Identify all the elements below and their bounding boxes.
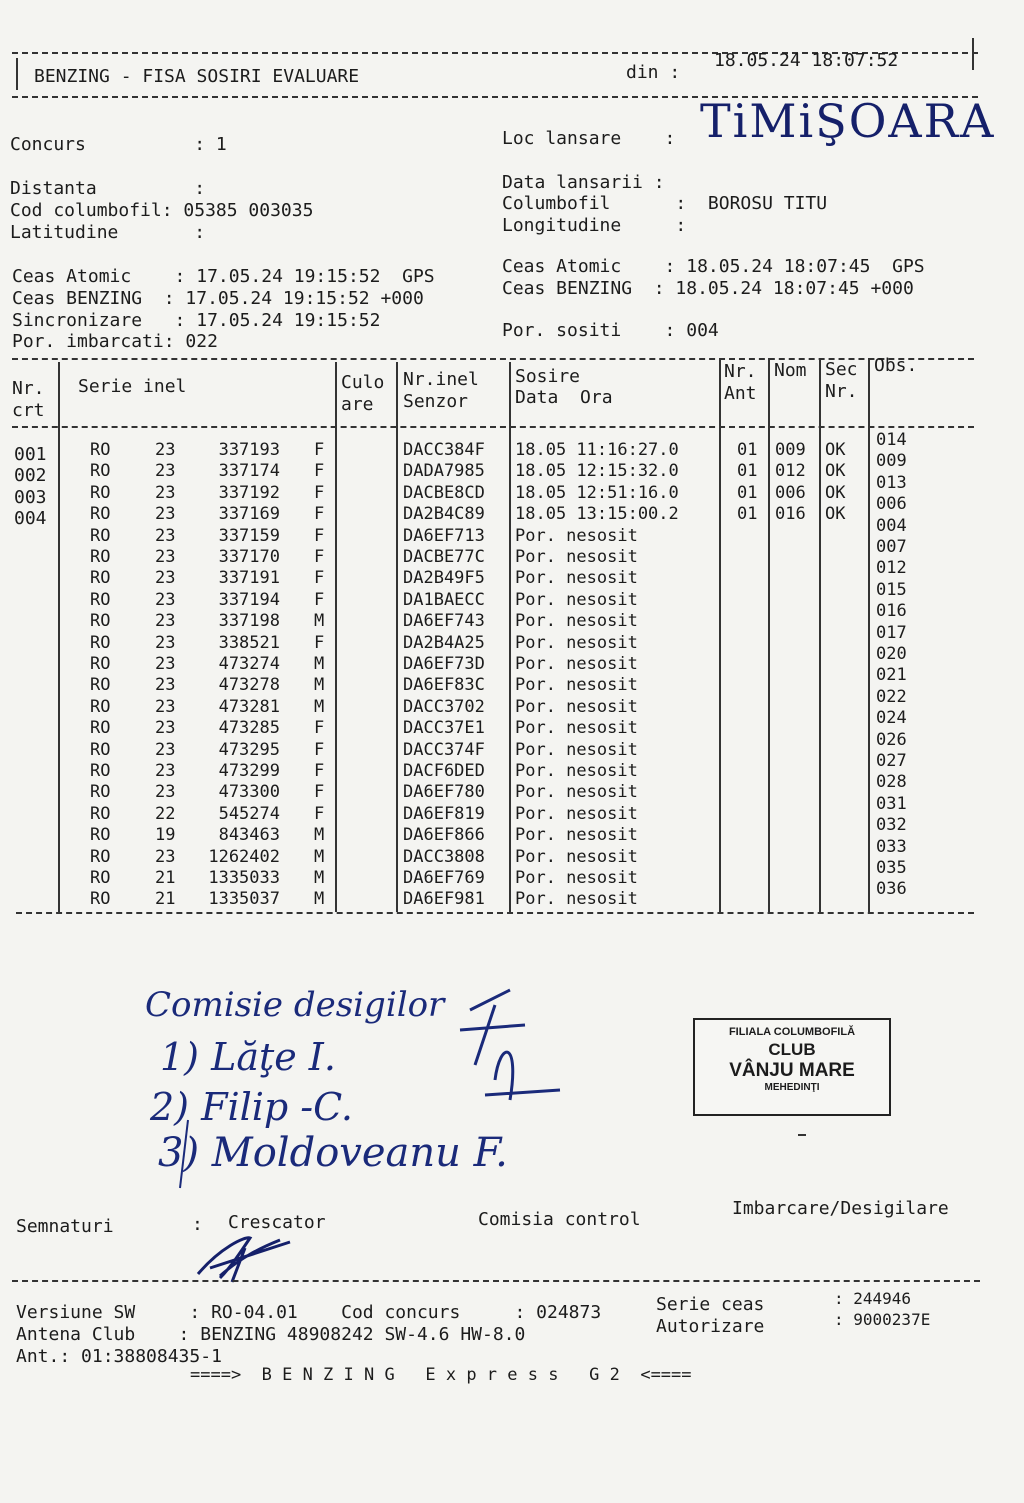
header-sec-1: Sec	[825, 359, 858, 380]
crt-number: 003	[14, 487, 47, 508]
header-obs: Obs.	[874, 355, 918, 376]
arrival-time: Por. nesosit	[515, 718, 638, 739]
arrival-time: Por. nesosit	[515, 547, 638, 567]
ring-number: 337194	[218, 589, 280, 610]
country-code: RO	[90, 868, 111, 888]
stamp-line-1: FILIALA COLUMBOFILĂ	[728, 1026, 856, 1038]
report-date-label: din :	[626, 62, 681, 83]
country-code: RO	[90, 718, 111, 739]
ring-number: 1335037	[208, 889, 280, 910]
header-serie-inel: Serie inel	[78, 376, 187, 397]
table-row	[0, 622, 1024, 654]
observation: 006	[876, 494, 907, 515]
sensor-id: DA6EF83C	[403, 675, 485, 696]
sensor-id: DA6EF743	[403, 611, 485, 632]
sensor-id: DA6EF769	[403, 868, 485, 888]
porumbei-sositi: Por. sositi : 004	[502, 320, 719, 341]
sensor-id: DACF6DED	[403, 761, 485, 781]
sex: F	[314, 440, 325, 460]
stamp-line-2: CLUB	[768, 1040, 816, 1059]
sensor-id: DACC384F	[403, 440, 485, 460]
ring-year: 23	[155, 525, 176, 546]
cod-columbofil-field: Cod columbofil: 05385 003035	[10, 200, 314, 221]
sex: F	[314, 718, 325, 739]
table-row	[0, 451, 1024, 482]
sensor-id: DA6EF780	[403, 782, 485, 803]
ring-year: 23	[155, 654, 176, 674]
porumbei-imbarcati: Por. imbarcati: 022	[12, 331, 218, 352]
header-right-border	[972, 38, 974, 70]
country-code: RO	[90, 761, 111, 781]
ring-year: 23	[155, 611, 176, 632]
sensor-id: DACBE77C	[403, 547, 485, 567]
observation: 021	[876, 665, 907, 686]
observation: 007	[876, 537, 907, 557]
sensor-id: DA6EF73D	[403, 654, 485, 674]
ring-year: 23	[155, 547, 176, 567]
table-bottom-rule	[16, 912, 974, 914]
table-row	[0, 879, 1024, 910]
ring-number: 473299	[218, 761, 280, 781]
sex: F	[314, 589, 325, 610]
ceas-benzing-start: Ceas BENZING : 17.05.24 19:15:52 +000	[12, 288, 424, 309]
country-code: RO	[90, 440, 111, 460]
ring-year: 23	[155, 675, 176, 696]
table-row	[0, 708, 1024, 739]
data-lansarii-field: Data lansarii :	[502, 172, 665, 193]
ring-number: 1262402	[208, 846, 280, 867]
table-row	[0, 836, 1024, 868]
ring-number: 1335033	[208, 868, 280, 888]
country-code: RO	[90, 547, 111, 567]
ring-number: 337170	[218, 547, 280, 567]
stamp-line-3: VÂNJU MARE	[729, 1060, 855, 1081]
country-code: RO	[90, 675, 111, 696]
sex: F	[314, 482, 325, 503]
ceas-atomic-start: Ceas Atomic : 17.05.24 19:15:52 GPS	[12, 266, 435, 287]
table-row	[0, 579, 1024, 611]
sex: F	[314, 739, 325, 760]
table-row	[0, 644, 1024, 675]
arrival-time: Por. nesosit	[515, 568, 638, 589]
distanta-field: Distanta :	[10, 178, 206, 199]
ring-number: 338521	[218, 632, 280, 653]
ring-number: 337193	[218, 440, 280, 460]
crt-number: 001	[14, 444, 47, 465]
signature-comisie-label: Comisia control	[478, 1209, 641, 1230]
sensor-id: DACC37E1	[403, 718, 485, 739]
observation: 020	[876, 644, 907, 664]
nomination: 006	[775, 482, 806, 503]
ring-year: 21	[155, 868, 176, 888]
country-code: RO	[90, 782, 111, 803]
ring-number: 473274	[218, 654, 280, 674]
header-nr-inel: Nr.inel	[403, 369, 479, 390]
table-row	[0, 515, 1024, 547]
crt-number: 004	[14, 508, 47, 529]
arrival-time: 18.05 12:51:16.0	[515, 482, 679, 503]
ring-number: 473295	[218, 739, 280, 760]
arrival-time: 18.05 11:16:27.0	[515, 440, 679, 460]
arrival-time: Por. nesosit	[515, 868, 638, 888]
ring-number: 473281	[218, 696, 280, 717]
signature-imbarcare-label: Imbarcare/Desigilare	[732, 1198, 949, 1219]
footer-banner: ====> B E N Z I N G E x p r e s s G 2 <====	[190, 1365, 692, 1385]
ring-year: 23	[155, 761, 176, 781]
sincronizare-field: Sincronizare : 17.05.24 19:15:52	[12, 310, 381, 331]
header-crt: crt	[12, 400, 45, 421]
header-senzor: Senzor	[403, 391, 469, 412]
footer-versiune: Versiune SW : RO-04.01 Cod concurs : 024873	[16, 1302, 602, 1323]
arrival-time: Por. nesosit	[515, 739, 638, 760]
header-data-ora: Data Ora	[515, 387, 613, 408]
mark-dash	[798, 1134, 806, 1136]
country-code: RO	[90, 568, 111, 589]
country-code: RO	[90, 825, 111, 846]
observation: 026	[876, 729, 907, 750]
table-row	[0, 686, 1024, 718]
country-code: RO	[90, 504, 111, 525]
footer-autorizare-value: : 9000237E	[834, 1310, 931, 1329]
ceas-atomic-stop: Ceas Atomic : 18.05.24 18:07:45 GPS	[502, 256, 925, 277]
ring-year: 23	[155, 739, 176, 760]
security-status: OK	[825, 440, 846, 460]
ring-number: 337191	[218, 568, 280, 589]
arrival-time: 18.05 13:15:00.2	[515, 504, 679, 525]
sensor-id: DA2B49F5	[403, 568, 485, 589]
sex: F	[314, 568, 325, 589]
sensor-id: DADA7985	[403, 461, 485, 482]
sex: M	[314, 675, 325, 696]
country-code: RO	[90, 611, 111, 632]
observation: 032	[876, 815, 907, 836]
observation: 009	[876, 451, 907, 472]
observation: 035	[876, 858, 907, 878]
table-row	[0, 751, 1024, 782]
antenna-number: 01	[737, 504, 758, 525]
ring-number: 843463	[218, 825, 280, 846]
ring-number: 545274	[218, 803, 280, 824]
nomination: 016	[775, 504, 806, 525]
sensor-id: DA1BAECC	[403, 589, 485, 610]
antenna-number: 01	[737, 461, 758, 482]
ring-year: 23	[155, 718, 176, 739]
report-title: BENZING - FISA SOSIRI EVALUARE	[34, 66, 360, 87]
sex: M	[314, 868, 325, 888]
commission-member-2: 2) Filip -C.	[150, 1085, 353, 1129]
loc-lansare-handwritten: TiMiŞOARA	[700, 94, 996, 148]
observation: 017	[876, 622, 907, 643]
ring-number: 473278	[218, 675, 280, 696]
arrival-time: Por. nesosit	[515, 589, 638, 610]
arrival-time: Por. nesosit	[515, 846, 638, 867]
ring-year: 23	[155, 589, 176, 610]
sensor-id: DA6EF866	[403, 825, 485, 846]
arrival-time: Por. nesosit	[515, 782, 638, 803]
footer-autorizare-label: Autorizare	[656, 1316, 765, 1337]
antenna-number: 01	[737, 440, 758, 460]
table-row	[0, 430, 1024, 461]
header-nr: Nr.	[12, 378, 45, 399]
header-nr-ant-1: Nr.	[724, 361, 757, 382]
crt-number: 002	[14, 465, 47, 486]
ring-year: 23	[155, 440, 176, 460]
arrival-time: Por. nesosit	[515, 675, 638, 696]
country-code: RO	[90, 654, 111, 674]
observation: 036	[876, 879, 907, 900]
sex: F	[314, 782, 325, 803]
longitudine-field: Longitudine :	[502, 215, 687, 236]
footer-serie-ceas-value: : 244946	[834, 1289, 912, 1308]
sex: M	[314, 889, 325, 910]
sex: F	[314, 761, 325, 781]
security-status: OK	[825, 482, 846, 503]
latitudine-field: Latitudine :	[10, 222, 206, 243]
country-code: RO	[90, 889, 111, 910]
ring-number: 473285	[218, 718, 280, 739]
table-row	[0, 601, 1024, 632]
table-row	[0, 537, 1024, 568]
ring-year: 22	[155, 803, 176, 824]
country-code: RO	[90, 696, 111, 717]
security-status: OK	[825, 461, 846, 482]
commission-title: Comisie desigilor	[145, 985, 445, 1025]
arrival-time: 18.05 12:15:32.0	[515, 461, 679, 482]
ring-year: 19	[155, 825, 176, 846]
header-nom: Nom	[774, 360, 807, 381]
sensor-id: DA6EF981	[403, 889, 485, 910]
sex: F	[314, 461, 325, 482]
arrival-time: Por. nesosit	[515, 803, 638, 824]
country-code: RO	[90, 482, 111, 503]
observation: 024	[876, 708, 907, 729]
arrival-time: Por. nesosit	[515, 525, 638, 546]
ceas-benzing-stop: Ceas BENZING : 18.05.24 18:07:45 +000	[502, 278, 914, 299]
observation: 015	[876, 579, 907, 600]
ring-year: 23	[155, 632, 176, 653]
signatures-label: Semnaturi	[16, 1216, 114, 1237]
table-row	[0, 858, 1024, 889]
footer-ant: Ant.: 01:38808435-1	[16, 1346, 222, 1367]
observation: 033	[876, 836, 907, 857]
arrival-time: Por. nesosit	[515, 889, 638, 910]
report-date-value: 18.05.24 18:07:52	[714, 50, 899, 71]
sensor-id: DA6EF713	[403, 525, 485, 546]
columbofil-field: Columbofil : BOROSU TITU	[502, 193, 828, 214]
table-row	[0, 729, 1024, 761]
country-code: RO	[90, 589, 111, 610]
header-left-border	[16, 58, 18, 90]
sensor-id: DACC3808	[403, 846, 485, 867]
ring-year: 23	[155, 846, 176, 867]
arrival-time: Por. nesosit	[515, 761, 638, 781]
observation: 014	[876, 430, 907, 450]
ring-year: 23	[155, 696, 176, 717]
sensor-id: DACBE8CD	[403, 482, 485, 503]
country-code: RO	[90, 632, 111, 653]
ring-number: 337192	[218, 482, 280, 503]
commission-member-3: 3) Moldoveanu F.	[158, 1130, 508, 1176]
ring-number: 337174	[218, 461, 280, 482]
crescator-signature	[190, 1228, 300, 1284]
table-row	[0, 772, 1024, 803]
sex: F	[314, 547, 325, 567]
sensor-id: DA2B4C89	[403, 504, 485, 525]
observation: 028	[876, 772, 907, 793]
sensor-id: DACC3702	[403, 696, 485, 717]
arrival-time: Por. nesosit	[515, 825, 638, 846]
sex: F	[314, 504, 325, 525]
sex: F	[314, 525, 325, 546]
sex: M	[314, 846, 325, 867]
table-row	[0, 793, 1024, 825]
loc-lansare-label: Loc lansare :	[502, 128, 676, 149]
ring-year: 23	[155, 504, 176, 525]
observation: 013	[876, 472, 907, 493]
table-row	[0, 815, 1024, 846]
sex: M	[314, 654, 325, 674]
observation: 012	[876, 558, 907, 579]
observation: 031	[876, 793, 907, 814]
footer-antena: Antena Club : BENZING 48908242 SW-4.6 HW-8.0	[16, 1324, 526, 1345]
table-header-rule	[12, 426, 974, 428]
country-code: RO	[90, 739, 111, 760]
antenna-number: 01	[737, 482, 758, 503]
footer-serie-ceas-label: Serie ceas	[656, 1294, 765, 1315]
sensor-id: DA2B4A25	[403, 632, 485, 653]
ring-year: 23	[155, 568, 176, 589]
table-row	[0, 558, 1024, 589]
ring-year: 23	[155, 461, 176, 482]
ring-number: 337169	[218, 504, 280, 525]
sensor-id: DA6EF819	[403, 803, 485, 824]
country-code: RO	[90, 846, 111, 867]
sex: M	[314, 825, 325, 846]
header-culoare-1: Culo	[341, 372, 385, 393]
footer-rule	[12, 1280, 980, 1282]
stamp-line-4: MEHEDINŢI	[764, 1082, 820, 1093]
signatures-colon: :	[192, 1214, 203, 1235]
header-nr-ant-2: Ant	[724, 383, 757, 404]
header-sec-2: Nr.	[825, 381, 858, 402]
country-code: RO	[90, 525, 111, 546]
club-stamp	[693, 1018, 891, 1116]
observation: 004	[876, 515, 907, 536]
header-sosire: Sosire	[515, 366, 581, 387]
nomination: 009	[775, 440, 806, 460]
concurs-field: Concurs : 1	[10, 134, 227, 155]
commission-member-1: 1) Lăţe I.	[160, 1035, 336, 1079]
observation: 027	[876, 751, 907, 771]
arrival-time: Por. nesosit	[515, 654, 638, 674]
ring-number: 337198	[218, 611, 280, 632]
ring-year: 21	[155, 889, 176, 910]
country-code: RO	[90, 803, 111, 824]
table-row	[0, 665, 1024, 696]
nomination: 012	[775, 461, 806, 482]
header-culoare-2: are	[341, 394, 374, 415]
ring-year: 23	[155, 782, 176, 803]
observation: 016	[876, 601, 907, 622]
observation: 022	[876, 686, 907, 707]
ring-year: 23	[155, 482, 176, 503]
sex: F	[314, 803, 325, 824]
ring-number: 473300	[218, 782, 280, 803]
ring-number: 337159	[218, 525, 280, 546]
sex: M	[314, 611, 325, 632]
security-status: OK	[825, 504, 846, 525]
signature-crescator-label: Crescator	[228, 1212, 326, 1233]
sex: F	[314, 632, 325, 653]
arrival-time: Por. nesosit	[515, 611, 638, 632]
arrival-time: Por. nesosit	[515, 632, 638, 653]
sensor-id: DACC374F	[403, 739, 485, 760]
arrival-time: Por. nesosit	[515, 696, 638, 717]
sex: M	[314, 696, 325, 717]
country-code: RO	[90, 461, 111, 482]
